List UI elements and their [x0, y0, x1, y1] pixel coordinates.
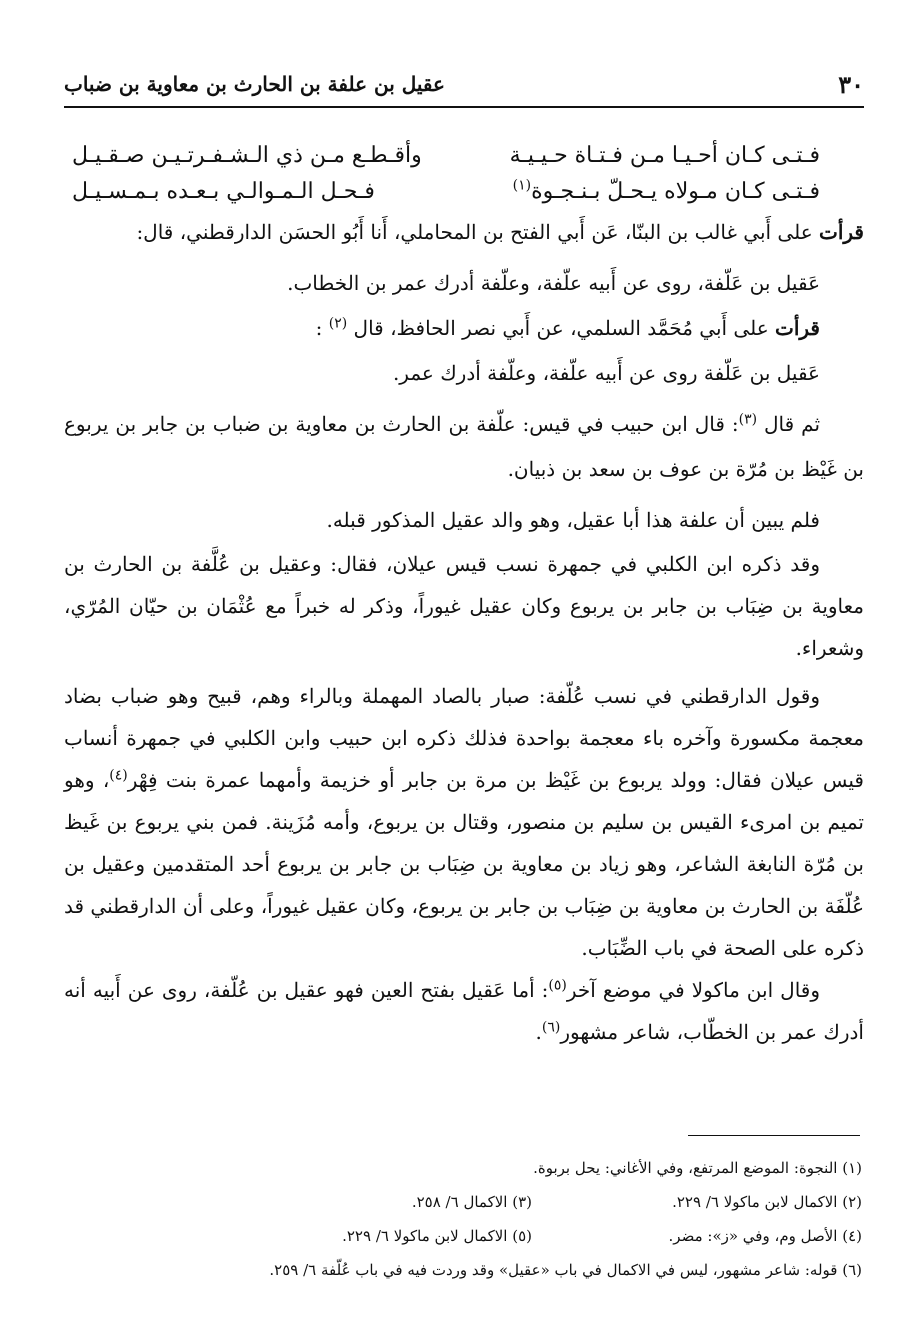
paragraph-text: على أَبي مُحَمَّد السلمي، عن أَبي نصر الحافظ، قال: [353, 316, 769, 340]
paragraph: [64, 498, 864, 543]
paragraph-text: وقد ذكره ابن الكلبي في جمهرة نسب قيس عيلان، فقال: وعقيل بن عُلَّفة بن الحارث بن معاوية بن ضِبَاب بن جابر بن يربوع وكان عقيل غيوراً، وذكر له خبراً مع عُثْمَان بن حيّان المُرّي، وشعراء.: [64, 552, 864, 660]
footnote: (٤) الأصل وم، وفي «ز»: مضر.: [668, 1227, 862, 1245]
running-title: عقيل بن علفة بن الحارث بن معاوية بن ضباب: [64, 72, 445, 96]
paragraph-text: فلم يبين أن علفة هذا أبا عقيل، وهو والد عقيل المذكور قبله.: [326, 508, 820, 532]
verse-hemistich: فـحـل الـمـوالـي بـعـده بـمـسـيـل: [72, 179, 375, 204]
paragraph-text: وقول الدارقطني في نسب عُلّفة: صبار بالصاد المهملة وبالراء وهم، قبيح وهو ضباب بضاد معجمة مكسورة وآخره باء معجمة بواحدة فذلك ذكره ابن حبيب وابن الكلبي في جمهرة أنساب قيس عيلان فقال: وولد يربوع بن غَيْظ بن مرة بن جابر أو خزيمة وأمهما عمرة بنت فِهْر: [64, 684, 864, 792]
paragraph-text: ثم قال: [764, 412, 821, 436]
footnote-line: [64, 1185, 862, 1219]
bold-keyword: قرأت: [819, 220, 864, 244]
paragraph-text: عَقيل بن عَلّفة روى عن أَبيه علّفة، وعلّفة أدرك عمر.: [392, 361, 820, 385]
paragraph: [64, 675, 864, 969]
footnote: (٣) الاكمال ٦/ ٢٥٨.: [411, 1193, 532, 1211]
footnote-line: [64, 1253, 862, 1287]
paragraph: [64, 306, 864, 351]
verse-hemistich: [513, 174, 820, 210]
page-number: ٣٠: [838, 70, 864, 99]
footnote-ref: (٤): [109, 767, 128, 784]
verse-hemistich: فـتـى كـان أحـيـا مـن فـتـاة حـيـيـة: [509, 143, 820, 168]
paragraph: [64, 969, 864, 1053]
footnote-ref: (١): [512, 177, 532, 194]
footnote: (١) النجوة: الموضع المرتفع، وفي الأغاني: يحل بربوة.: [533, 1159, 862, 1177]
footnote-ref: (٣): [738, 411, 758, 428]
main-text: [64, 138, 864, 1053]
paragraph-text: وقال ابن ماكولا في موضع آخر: [566, 978, 821, 1002]
footnote: (٦) قوله: شاعر مشهور، ليس في الاكمال في باب «عقيل» وقد وردت فيه في باب عُلّفة ٦/ ٢٥٩.: [269, 1261, 862, 1279]
paragraph-text: على أَبي غالب بن البنّا، عَن أَبي الفتح بن المحاملي، أَنا أَبُو الحسَن الدارقطني، قال:: [136, 220, 813, 244]
paragraph-text: : قال ابن حبيب في قيس: علّفة بن الحارث بن معاوية بن ضباب بن جابر بن يربوع بن غَيْظ بن مُرّة بن عوف بن سعد بن ذبيان.: [64, 412, 864, 481]
paragraph: [64, 351, 864, 396]
verse-line-1: [64, 138, 864, 174]
paragraph: [64, 543, 864, 669]
footnote-separator: [688, 1135, 860, 1136]
footnote: (٥) الاكمال لابن ماكولا ٦/ ٢٢٩.: [342, 1227, 532, 1245]
verse-text: فـتـى كـان مـولاه يـحـلّ بـنـجـوة: [531, 179, 820, 204]
paragraph-text: :: [315, 316, 323, 340]
footnote-ref: (٥): [548, 977, 567, 994]
paragraph: [64, 210, 864, 255]
footnote: (٢) الاكمال لابن ماكولا ٦/ ٢٢٩.: [672, 1193, 862, 1211]
paragraph-text: ، وهو تميم بن امرىء القيس بن سليم بن منصور، وقتال بن يربوع، وأمه مُزَينة. فمن بني يربوع بن غَيظ بن مُرّة النابغة الشاعر، وهو زياد بن معاوية بن ضِبَاب بن جابر بن يربوع أحد المتقدمين وعقيل بن عُلّفَة بن الحارث بن معاوية بن ضِبَاب بن جابر بن يربوع، وكان عقيل غيوراً، وعلى أن الدارقطني قد ذكره على الصحة في باب الضِّبَاب.: [64, 768, 865, 960]
header-rule: [64, 106, 864, 108]
paragraph-text: : أما عَقيل بفتح العين فهو عقيل بن عُلّفة، روى عن أَبيه أنه أدرك عمر بن الخطّاب، شاعر مشهور: [64, 978, 864, 1044]
footnote-line: [64, 1151, 862, 1185]
footnote-ref: (٦): [541, 1019, 561, 1036]
paragraph-text: عَقيل بن عَلّفة، روى عن أَبيه علّفة، وعلّفة أدرك عمر بن الخطاب.: [287, 271, 820, 295]
footnotes: [64, 1151, 862, 1287]
verse-line-2: [64, 174, 864, 210]
footnote-ref: (٢): [328, 315, 348, 332]
paragraph: [64, 402, 864, 492]
footnote-line: [64, 1219, 862, 1253]
page-header: [64, 62, 864, 102]
verse-hemistich: وأقـطـع مـن ذي الـشـفـرتـيـن صـقـيـل: [72, 143, 422, 168]
bold-keyword: قرأت: [775, 316, 820, 340]
paragraph-text: .: [535, 1020, 542, 1044]
paragraph: [64, 261, 864, 306]
